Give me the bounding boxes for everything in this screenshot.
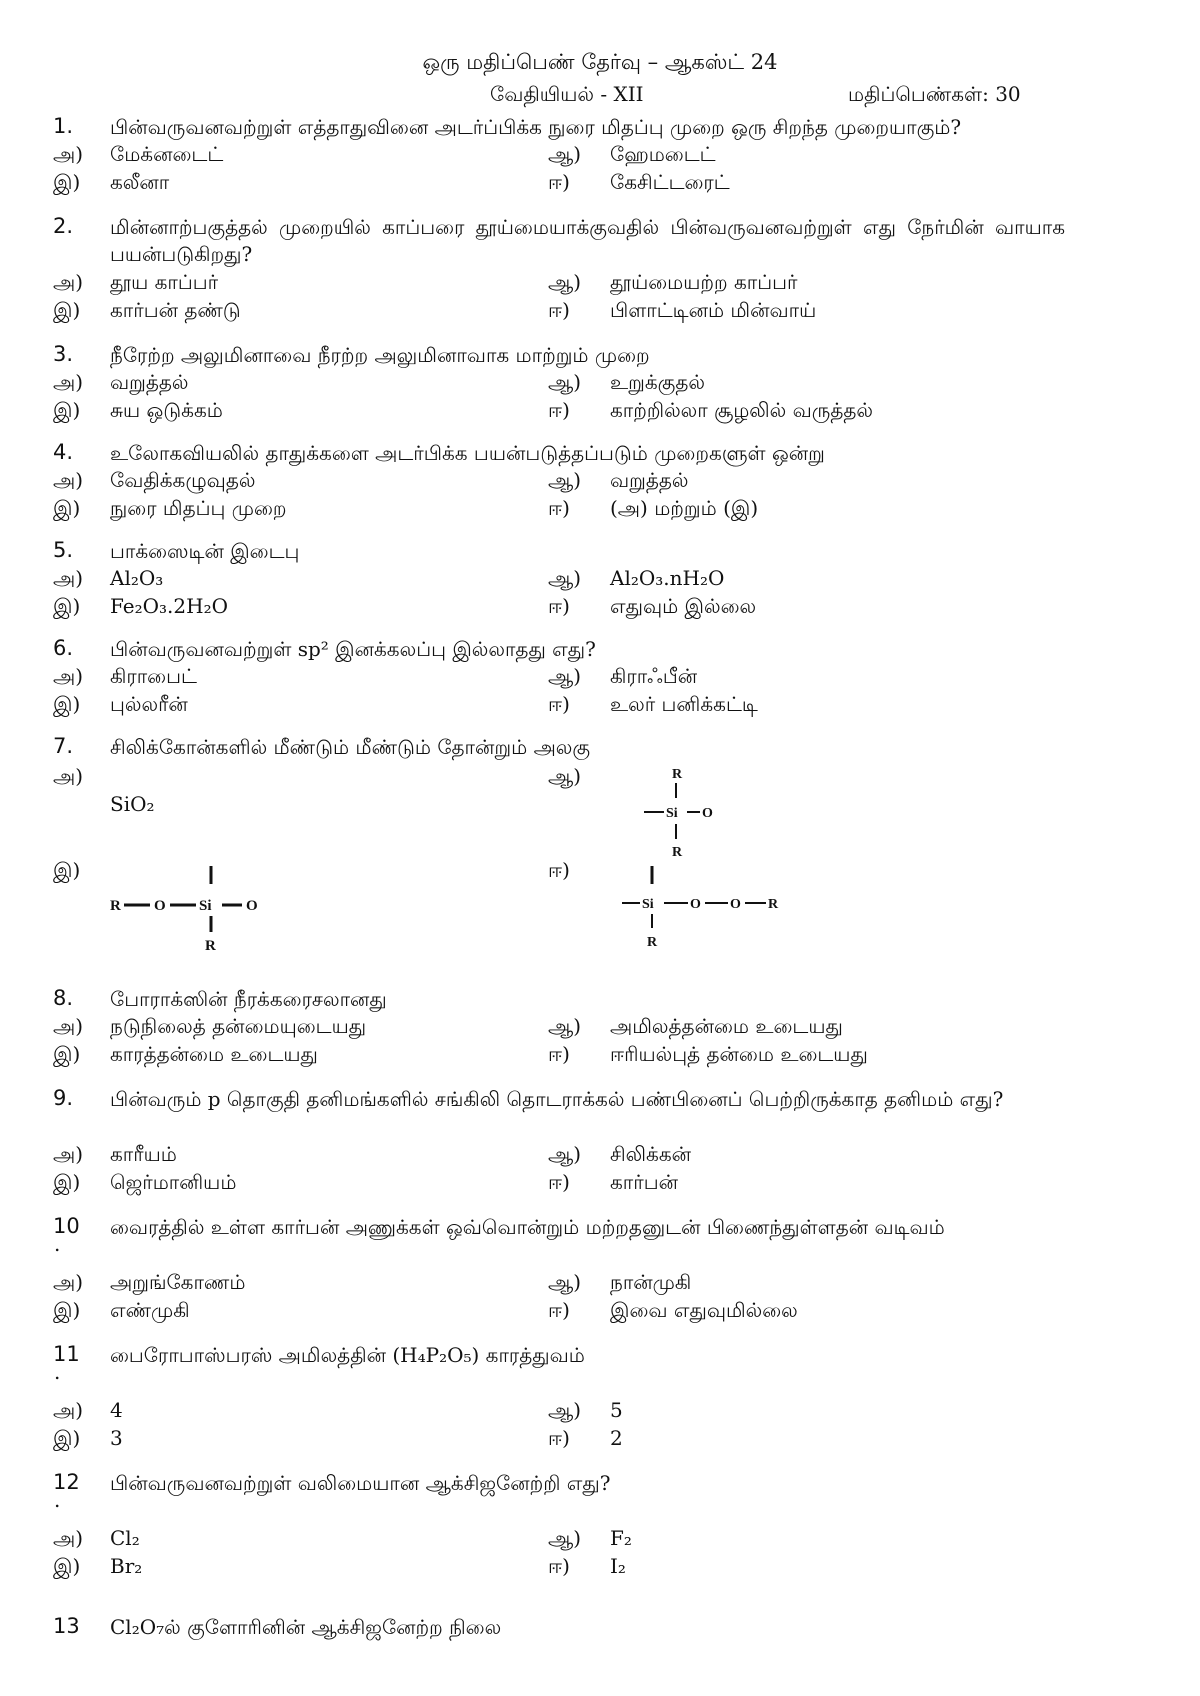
question-text: போராக்ஸின் நீரக்கரைசலானது [110,987,387,1011]
option-label-d: ஈ) [548,1426,570,1450]
question-number: 7. [53,734,74,758]
option-label-b: ஆ) [548,1526,582,1550]
option-label-d: ஈ) [548,692,570,716]
option-label-a: அ) [53,142,84,166]
option-label-c: இ) [53,1042,81,1066]
option-label-c: இ) [53,594,81,618]
question-number: 12 [53,1470,80,1494]
option-b: சிலிக்கன் [610,1142,692,1166]
option-label-d: ஈ) [548,594,570,618]
question-text: மின்னாற்பகுத்தல் முறையில் காப்பரை தூய்மையாக்குவதில் பின்வருவனவற்றுள் எது நேர்மின் வாயாக பயன்படுகிறது? [110,215,1065,266]
option-a: Cl₂ [110,1526,140,1550]
atom-o: O [154,898,166,914]
option-label-c: இ) [53,398,81,422]
option-label-d: ஈ) [548,1042,570,1066]
option-label-b: ஆ) [548,664,582,688]
atom-o: O [702,806,713,821]
question-text: பைரோபாஸ்பரஸ் அமிலத்தின் (H₄P₂O₅) காரத்துவம் [110,1343,585,1367]
question-number: 2. [53,214,74,238]
option-label-b: ஆ) [548,1142,582,1166]
question-text: பின்வருவனவற்றுள் வலிமையான ஆக்சிஜனேற்றி எது? [110,1471,611,1495]
atom-r: R [647,935,658,950]
atom-r: R [672,767,683,782]
atom-o: O [246,898,258,914]
option-b: Al₂O₃.nH₂O [610,566,725,590]
option-label-b: ஆ) [548,370,582,394]
option-b: ஹேமடைட் [610,142,716,166]
option-label-d: ஈ) [548,398,570,422]
option-d: காற்றில்லா சூழலில் வருத்தல் [610,398,873,422]
option-b: 5 [610,1398,623,1422]
option-b: F₂ [610,1526,632,1550]
option-b: கிராஃபீன் [610,664,698,688]
option-label-d: ஈ) [548,1298,570,1322]
option-a: தூய காப்பர் [110,270,219,294]
structure-c [108,864,278,954]
option-c: ஜெர்மானியம் [110,1170,237,1194]
option-a: மேக்னடைட் [110,142,224,166]
option-c: Br₂ [110,1554,143,1578]
option-c: கலீனா [110,170,170,194]
question-text: சிலிக்கோன்களில் மீண்டும் மீண்டும் தோன்றும் அலகு [110,735,591,759]
atom-r: R [672,845,683,860]
option-label-c: இ) [53,1554,81,1578]
option-d: (அ) மற்றும் (இ) [610,496,759,520]
question-text: Cl₂O₇ல் குளோரினின் ஆக்சிஜனேற்ற நிலை [110,1615,502,1639]
option-label-b: ஆ) [548,142,582,166]
subject-label: வேதியியல் - XII [490,82,644,106]
question-number: 13 [53,1614,80,1638]
atom-r: R [205,938,216,954]
option-label-a: அ) [53,664,84,688]
option-d: கார்பன் [610,1170,678,1194]
option-label-a: அ) [53,270,84,294]
atom-si: Si [642,897,654,912]
option-label-d: ஈ) [548,496,570,520]
atom-r: R [110,898,121,914]
option-a: கிராபைட் [110,664,197,688]
option-label-a: அ) [53,566,84,590]
question-number: 6. [53,636,74,660]
option-a: வறுத்தல் [110,370,189,394]
option-d: இவை எதுவுமில்லை [610,1298,798,1322]
option-label-b: ஆ) [548,270,582,294]
option-d: பிளாட்டினம் மின்வாய் [610,298,817,322]
structure-b [640,764,720,874]
total-marks: மதிப்பெண்கள்: 30 [848,82,1021,106]
option-label-d: ஈ) [548,298,570,322]
option-label-a: அ) [53,468,84,492]
option-d: 2 [610,1426,623,1450]
option-label-d: ஈ) [548,1554,570,1578]
stray-dot: . [54,1232,61,1256]
option-a: 4 [110,1398,123,1422]
question-number: 9. [53,1086,74,1110]
option-label-b: ஆ) [548,566,582,590]
option-label-b: ஆ) [548,1014,582,1038]
option-c: காரத்தன்மை உடையது [110,1042,318,1066]
option-d: ஈரியல்புத் தன்மை உடையது [610,1042,868,1066]
option-label-c: இ) [53,170,81,194]
option-a: நடுநிலைத் தன்மையுடையது [110,1014,367,1038]
option-b: அமிலத்தன்மை உடையது [610,1014,843,1038]
option-label-d: ஈ) [548,170,570,194]
option-label-b: ஆ) [548,1398,582,1422]
stray-dot: . [54,1488,61,1512]
option-label-c: இ) [53,858,81,882]
question-number: 11 [53,1342,80,1366]
option-d: உலர் பனிக்கட்டி [610,692,758,716]
stray-dot: . [54,1360,61,1384]
question-text: பின்வரும் p தொகுதி தனிமங்களில் சங்கிலி தொடராக்கல் பண்பினைப் பெற்றிருக்காத தனிமம் எது? [110,1087,1004,1111]
option-b: நான்முகி [610,1270,692,1294]
option-a: காரீயம் [110,1142,177,1166]
atom-o: O [690,897,701,912]
option-label-b: ஆ) [548,764,582,788]
option-label-a: அ) [53,1398,84,1422]
option-label-d: ஈ) [548,858,570,882]
question-text: நீரேற்ற அலுமினாவை நீரற்ற அலுமினாவாக மாற்றும் முறை [110,343,650,367]
question-number: 1. [53,114,74,138]
structure-d [620,864,790,954]
option-d: கேசிட்டரைட் [610,170,730,194]
option-label-c: இ) [53,1426,81,1450]
option-label-c: இ) [53,692,81,716]
option-a: அறுங்கோணம் [110,1270,246,1294]
question-number: 5. [53,538,74,562]
option-label-a: அ) [53,764,84,788]
option-c: கார்பன் தண்டு [110,298,241,322]
option-d: எதுவும் இல்லை [610,594,757,618]
option-label-b: ஆ) [548,468,582,492]
option-label-a: அ) [53,1142,84,1166]
question-number: 10 [53,1214,80,1238]
option-c: புல்லரீன் [110,692,188,716]
option-a: வேதிக்கழுவுதல் [110,468,256,492]
atom-si: Si [666,806,678,821]
option-label-c: இ) [53,1170,81,1194]
option-c: சுய ஒடுக்கம் [110,398,223,422]
option-c: Fe₂O₃.2H₂O [110,594,228,618]
question-number: 8. [53,986,74,1010]
atom-o: O [730,897,741,912]
option-label-c: இ) [53,496,81,520]
atom-r: R [768,897,779,912]
option-c: 3 [110,1426,123,1450]
option-label-a: அ) [53,1526,84,1550]
atom-si: Si [199,898,212,914]
question-text: வைரத்தில் உள்ள கார்பன் அணுக்கள் ஒவ்வொன்றும் மற்றதனுடன் பிணைந்துள்ளதன் வடிவம் [110,1215,945,1239]
option-label-c: இ) [53,298,81,322]
question-number: 4. [53,440,74,464]
option-label-b: ஆ) [548,1270,582,1294]
question-text: பின்வருவனவற்றுள் sp² இனக்கலப்பு இல்லாதது எது? [110,637,596,661]
option-a: Al₂O₃ [110,566,164,590]
question-number: 3. [53,342,74,366]
question-text: பின்வருவனவற்றுள் எத்தாதுவினை அடர்ப்பிக்க நுரை மிதப்பு முறை ஒரு சிறந்த முறையாகும்? [110,115,962,139]
option-label-a: அ) [53,1270,84,1294]
question-text: உலோகவியலில் தாதுக்களை அடர்பிக்க பயன்படுத்தப்படும் முறைகளுள் ஒன்று [110,441,825,465]
option-label-a: அ) [53,370,84,394]
option-label-c: இ) [53,1298,81,1322]
option-c: நுரை மிதப்பு முறை [110,496,287,520]
option-b: வறுத்தல் [610,468,689,492]
option-a: SiO₂ [110,792,155,816]
option-label-d: ஈ) [548,1170,570,1194]
question-text: பாக்ஸைடின் இடைபு [110,539,300,563]
option-label-a: அ) [53,1014,84,1038]
option-b: உறுக்குதல் [610,370,705,394]
option-b: தூய்மையற்ற காப்பர் [610,270,798,294]
paper-title: ஒரு மதிப்பெண் தேர்வு – ஆகஸ்ட் 24 [422,50,778,74]
option-d: I₂ [610,1554,626,1578]
option-c: எண்முகி [110,1298,190,1322]
